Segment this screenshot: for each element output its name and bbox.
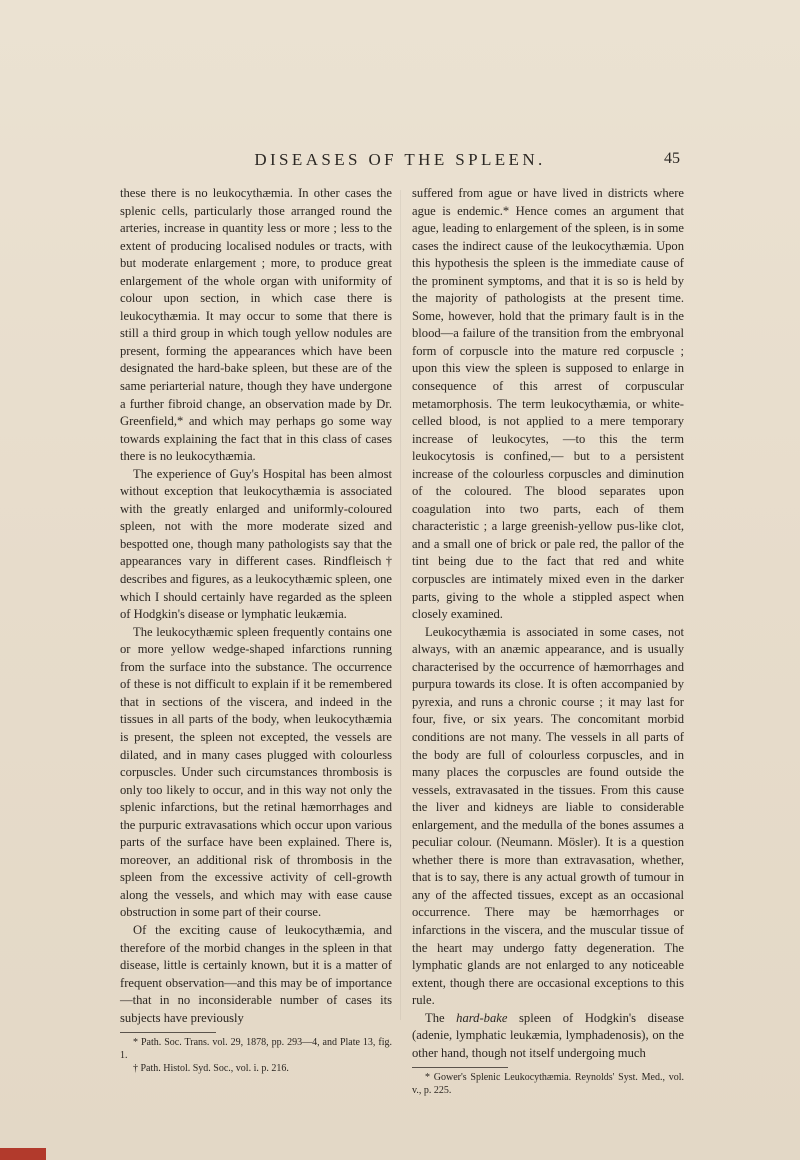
paragraph [412, 1010, 684, 1063]
right-column [412, 185, 685, 1097]
paragraph-prefix: The [425, 1010, 457, 1025]
footnote-rule [120, 1032, 216, 1033]
corner-color-mark [0, 1148, 46, 1160]
paragraph: these there is no leukocythæmia. In other cases the splenic cells, particularly those arranged round the arteries, increase in quantity less or more ; less to the extent of producing localised nodules or tracts, with but moderate enlargement ; more, to produce great enlargement of the whole organ with uniformity of colour upon section, in which case there is leukocythæmia. It may occur to some that there is still a third group in which tough yellow nodules are present, forming the appearances which have been designated the hard-bake spleen, but these are of the same periarterial nature, though they have undergone a further fibroid change, an observation made by Dr. Greenfield,* and which may perhaps go some way towards explaining the fact that in this class of cases there is no leukocythæmia. [120, 186, 392, 464]
running-title: DISEASES OF THE SPLEEN. [254, 150, 546, 169]
emphasis-term: hard-bake [456, 1010, 508, 1025]
footnote: * Path. Soc. Trans. vol. 29, 1878, pp. 293—4, and Plate 13, fig. 1. [120, 1037, 392, 1062]
paragraph: suffered from ague or have lived in districts where ague is endemic.* Hence comes an argument that ague, leading to enlargement of the spleen, is in some cases the indirect cause of the leukocythæmia. Upon this hypothesis the spleen is the immediate cause of the prominent symptoms, and that it is so is held by the majority of pathologists at the present time. Some, however, hold that the primary fault is in the blood—a failure of the transition from the embryonal form of corpuscle into the mature red corpuscle ; upon this view the spleen is supposed to enlarge in consequence of this arrest of corpuscular metamorphosis. The term leukocythæmia, or white-celled blood, is not applied to a mere temporary increase of leukocytes, —to this the term leukocytosis is confined,— but to a persistent increase of the colourless corpuscles and diminution of the coloured. The blood separates upon coagulation into two parts, each of them characteristic ; a large greenish-yellow pus-like clot, and a small one of brick or pale red, the pallor of the tint being due to the fact that red and white corpuscles are intimately mixed even in the darker parts, giving to the whole a stippled aspect when closely examined. [412, 186, 684, 622]
paragraph: Leukocythæmia is associated in some cases, not always, with an anæmic appearance, and is usually characterised by the occurrence of hæmorrhages and purpura towards its close. It is often accompanied by pyrexia, and runs a chronic course ; it may last for four, five, or six years. The concomitant morbid conditions are not many. The vessels in all parts of the body are full of colourless corpuscles, and in many places the corpuscles are found outside the vessels, extravasated in the tissues. From this cause the liver and kidneys are liable to considerable enlargement, and the medulla of the bones assumes a peculiar colour. (Neumann. Mösler). It is a question whether there is more than extravasation, whether, that is to say, there is any actual growth of tumour in any of the affected tissues, except as an occasional occurrence. There may be hæmorrhages or infarctions in the viscera, and the muscular tissue of the heart may undergo fatty degeneration. The lymphatic glands are not enlarged to any noticeable extent, though there are occasional exceptions to this rule. [412, 624, 684, 1008]
left-column [120, 185, 392, 1075]
paragraph: Of the exciting cause of leukocythæmia, and therefore of the morbid changes in the spleen in that disease, little is certainly known, but it is a matter of frequent observation—and this may be of importance—that in no inconsiderable number of cases its subjects have previously [120, 922, 392, 1025]
footnote: † Path. Histol. Syd. Soc., vol. i. p. 216. [133, 1063, 289, 1075]
paragraph: The leukocythæmic spleen frequently contains one or more yellow wedge-shaped infarctions running from the surface into the substance. The occurrence of these is not difficult to explain if it be remembered that in sections of the viscera, and indeed in the tissues in all parts of the body, when leukocythæmia is present, the spleen not excepted, the vessels are dilated, and in many cases plugged with colourless corpuscles. Under such circumstances thrombosis is only too likely to occur, and in this way not only the splenic infarctions, but the retinal hæmorrhages and the purpuric extravasations which occur upon various parts of the surface have been explained. There is, moreover, an additional risk of thrombosis in the spleen from the excessive activity of cell-growth along the vessels, and which may with ease cause obstruction in some part of their course. [120, 624, 392, 920]
paragraph-rest: spleen of Hodgkin's disease (adenie, lymphatic leukæmia, lymphadenosis), on the other hand, though not itself undergoing much [412, 1010, 685, 1060]
footnote: * Gower's Splenic Leukocythæmia. Reynolds' Syst. Med., vol. v., p. 225. [412, 1072, 684, 1097]
footnote-rule [412, 1067, 508, 1068]
running-header [120, 150, 680, 174]
page-number: 45 [664, 150, 680, 167]
column-gutter-shadow [400, 190, 401, 1020]
paragraph: The experience of Guy's Hospital has been almost without exception that leukocythæmia is associated with the greatly enlarged and uniformly-coloured spleen, not with the more moderate sized and bespotted one, though many pathologists say that the appearances vary in different cases. Rindfleisch† describes and figures, as a leukocythæmic spleen, one which I should certainly have regarded as the spleen of Hodgkin's disease or lymphatic leukæmia. [120, 466, 392, 622]
